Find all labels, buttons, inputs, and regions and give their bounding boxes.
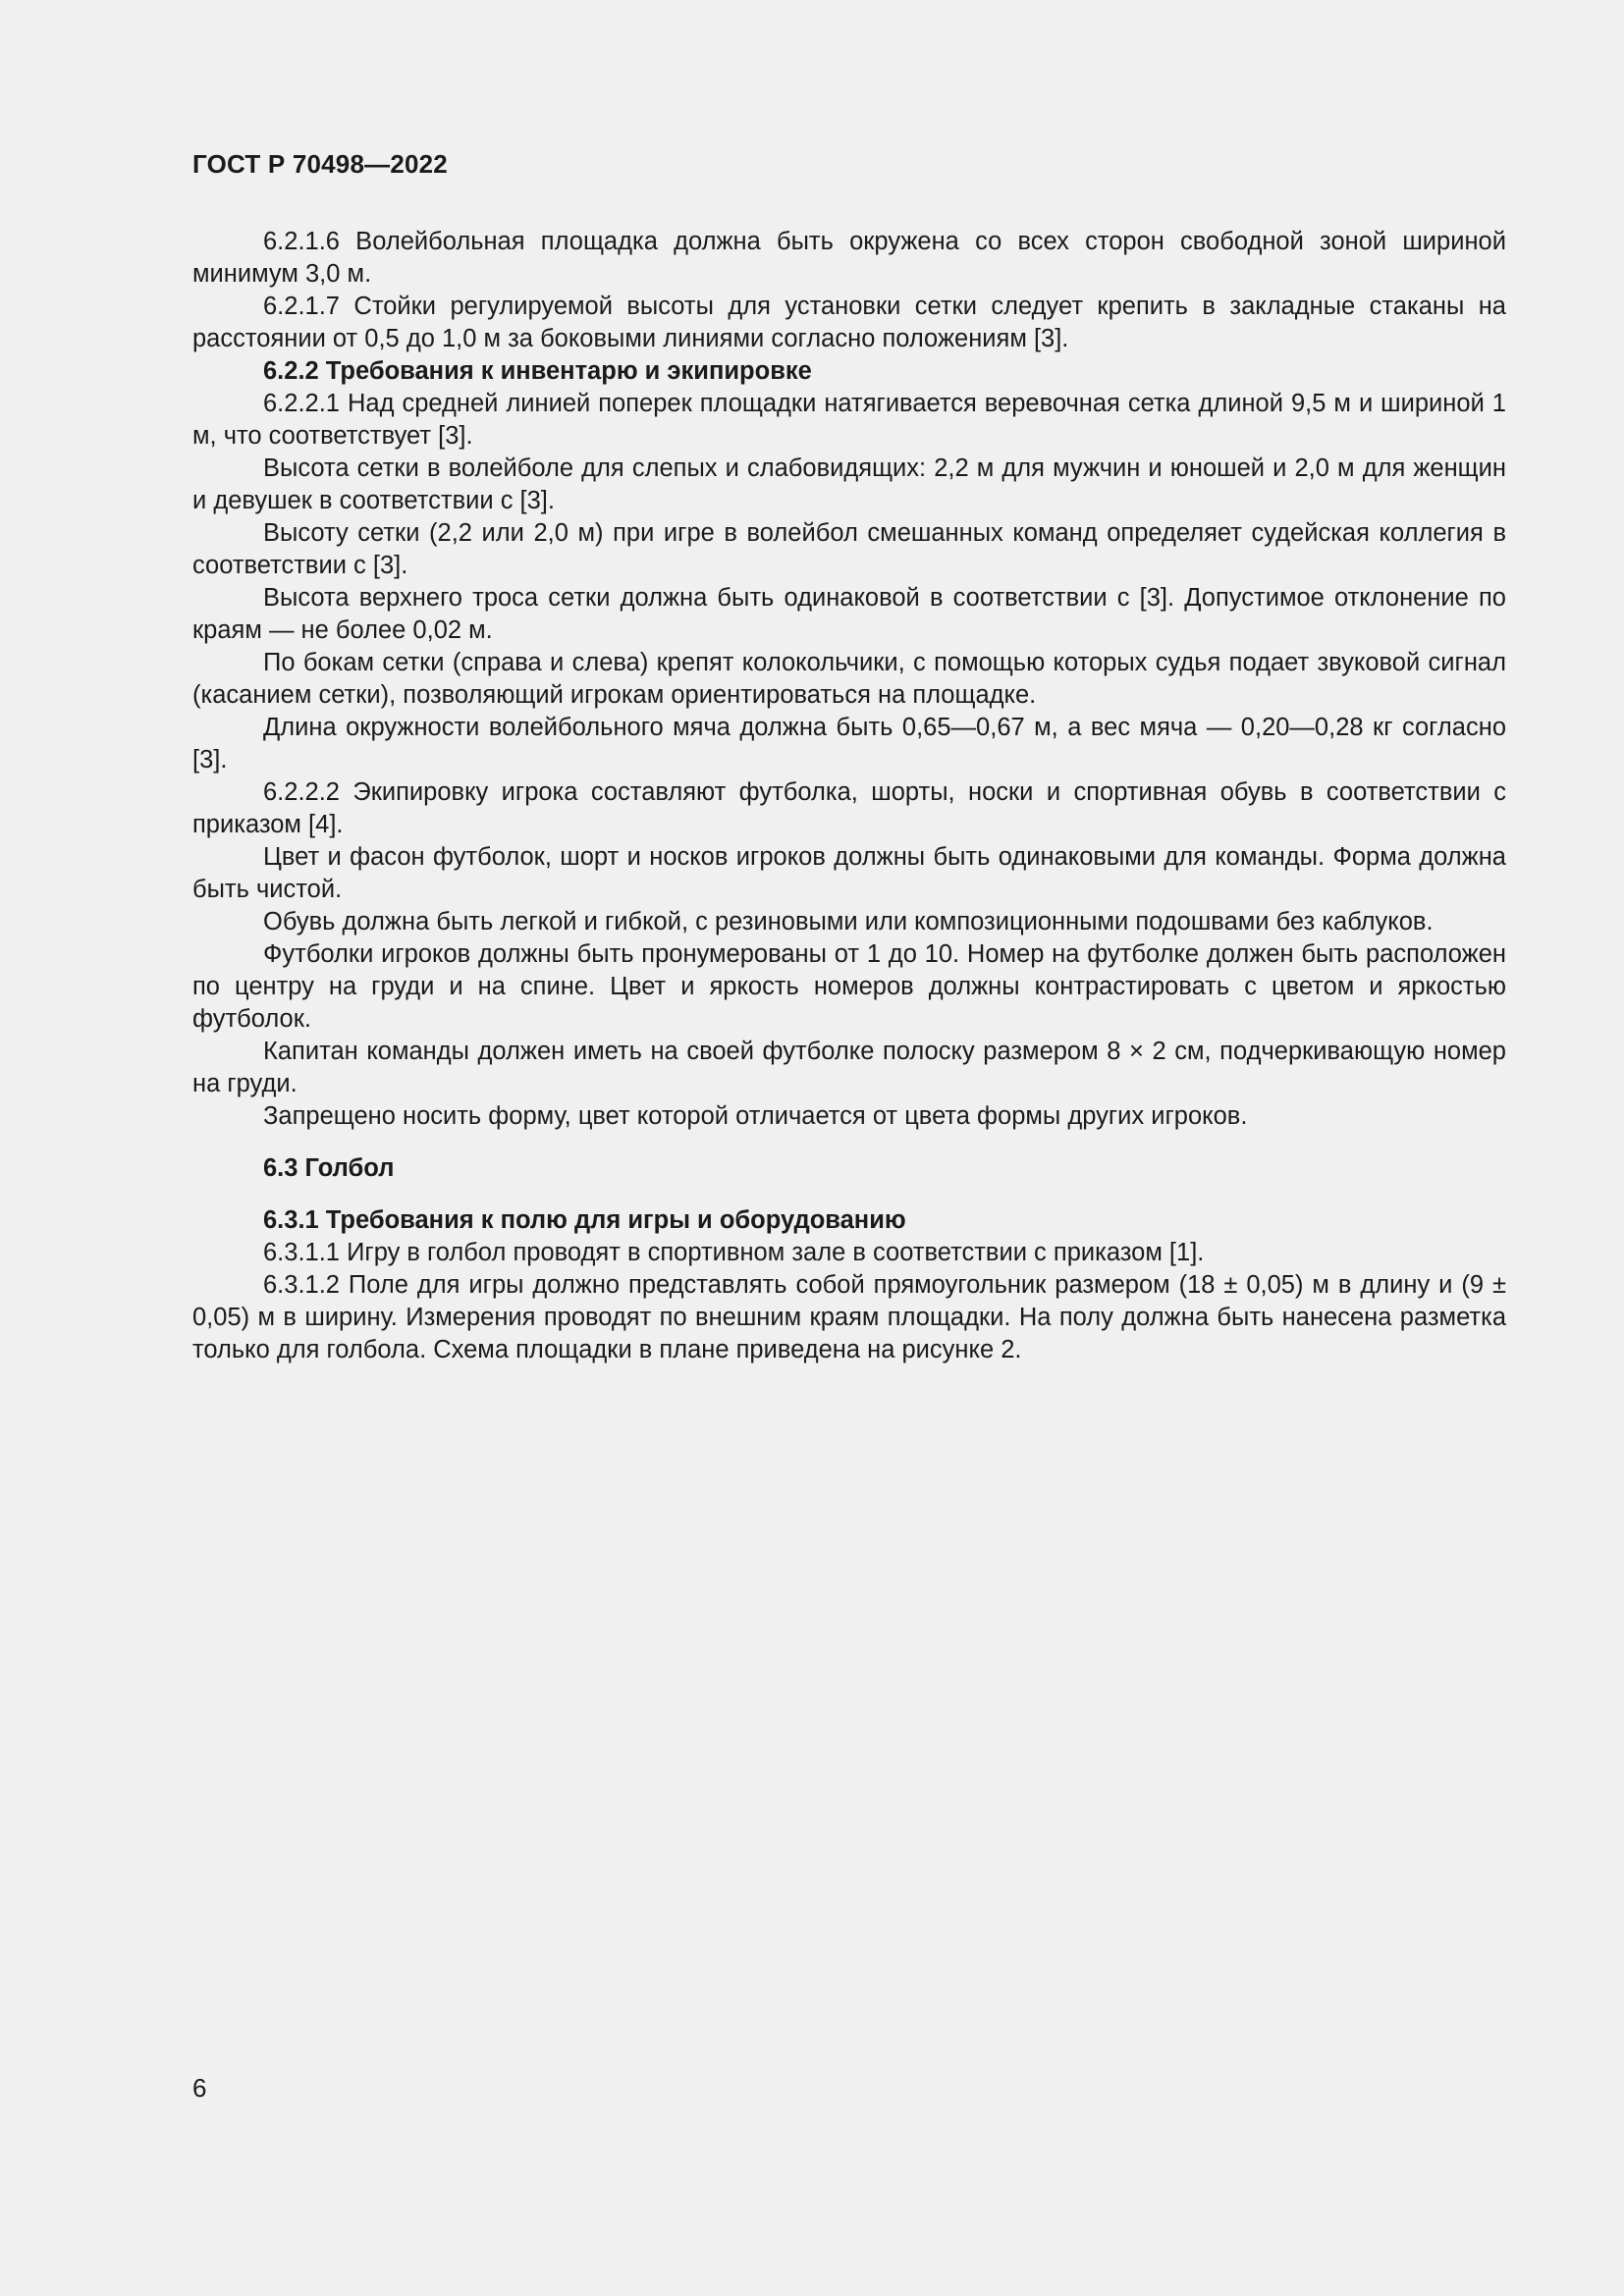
paragraph: 6.2.1.6 Волейбольная площадка должна быть окружена со всех сторон свободной зоной шириной минимум 3,0 м. bbox=[192, 228, 1506, 288]
paragraph: Длина окружности волейбольного мяча должна быть 0,65—0,67 м, а вес мяча — 0,20—0,28 кг согласно [3]. bbox=[192, 714, 1506, 774]
section-heading: 6.3 Голбол bbox=[263, 1154, 395, 1182]
paragraph: Высота сетки в волейболе для слепых и слабовидящих: 2,2 м для мужчин и юношей и 2,0 м для женщин и девушек в соответствии с [3]. bbox=[192, 454, 1506, 514]
paragraph: Высота верхнего троса сетки должна быть одинаковой в соответствии с [3]. Допустимое отклонение по краям — не более 0,02 м. bbox=[192, 584, 1506, 644]
paragraph: 6.2.1.7 Стойки регулируемой высоты для установки сетки следует крепить в закладные стаканы на расстоянии от 0,5 до 1,0 м за боковыми линиями согласно положениям [3]. bbox=[192, 293, 1506, 352]
page-number: 6 bbox=[192, 2073, 207, 2103]
paragraph: 6.3.1.1 Игру в голбол проводят в спортивном зале в соответствии с приказом [1]. bbox=[263, 1239, 1205, 1266]
document-code-header: ГОСТ Р 70498—2022 bbox=[192, 149, 448, 179]
paragraph: Цвет и фасон футболок, шорт и носков игроков должны быть одинаковыми для команды. Форма должна быть чистой. bbox=[192, 843, 1506, 903]
paragraph: Высоту сетки (2,2 или 2,0 м) при игре в волейбол смешанных команд определяет судейская коллегия в соответствии с [3]. bbox=[192, 519, 1506, 579]
paragraph: 6.3.1.2 Поле для игры должно представлять собой прямоугольник размером (18 ± 0,05) м в длину и (9 ± 0,05) м в ширину. Измерения проводят по внешним краям площадки. На полу должна быть нанесена разметка только для голбола. Схема площадки в плане приведена на рисунке 2. bbox=[192, 1271, 1506, 1363]
paragraph: Обувь должна быть легкой и гибкой, с резиновыми или композиционными подошвами без каблуков. bbox=[263, 908, 1434, 935]
paragraph: 6.2.2.2 Экипировку игрока составляют футболка, шорты, носки и спортивная обувь в соответствии с приказом [4]. bbox=[192, 778, 1506, 838]
paragraph: Футболки игроков должны быть пронумерованы от 1 до 10. Номер на футболке должен быть расположен по центру на груди и на спине. Цвет и яркость номеров должны контрастировать с цветом и яркостью футболок. bbox=[192, 940, 1506, 1033]
section-heading: 6.2.2 Требования к инвентарю и экипировке bbox=[263, 357, 812, 385]
paragraph: 6.2.2.1 Над средней линией поперек площадки натягивается веревочная сетка длиной 9,5 м и шириной 1 м, что соответствует [3]. bbox=[192, 390, 1506, 450]
subsection-heading: 6.3.1 Требования к полю для игры и оборудованию bbox=[263, 1206, 906, 1234]
document-body bbox=[192, 226, 1506, 1366]
paragraph: Капитан команды должен иметь на своей футболке полоску размером 8 × 2 см, подчеркивающую номер на груди. bbox=[192, 1038, 1506, 1097]
paragraph: Запрещено носить форму, цвет которой отличается от цвета формы других игроков. bbox=[263, 1102, 1248, 1130]
paragraph: По бокам сетки (справа и слева) крепят колокольчики, с помощью которых судья подает звуковой сигнал (касанием сетки), позволяющий игрокам ориентироваться на площадке. bbox=[192, 649, 1506, 709]
